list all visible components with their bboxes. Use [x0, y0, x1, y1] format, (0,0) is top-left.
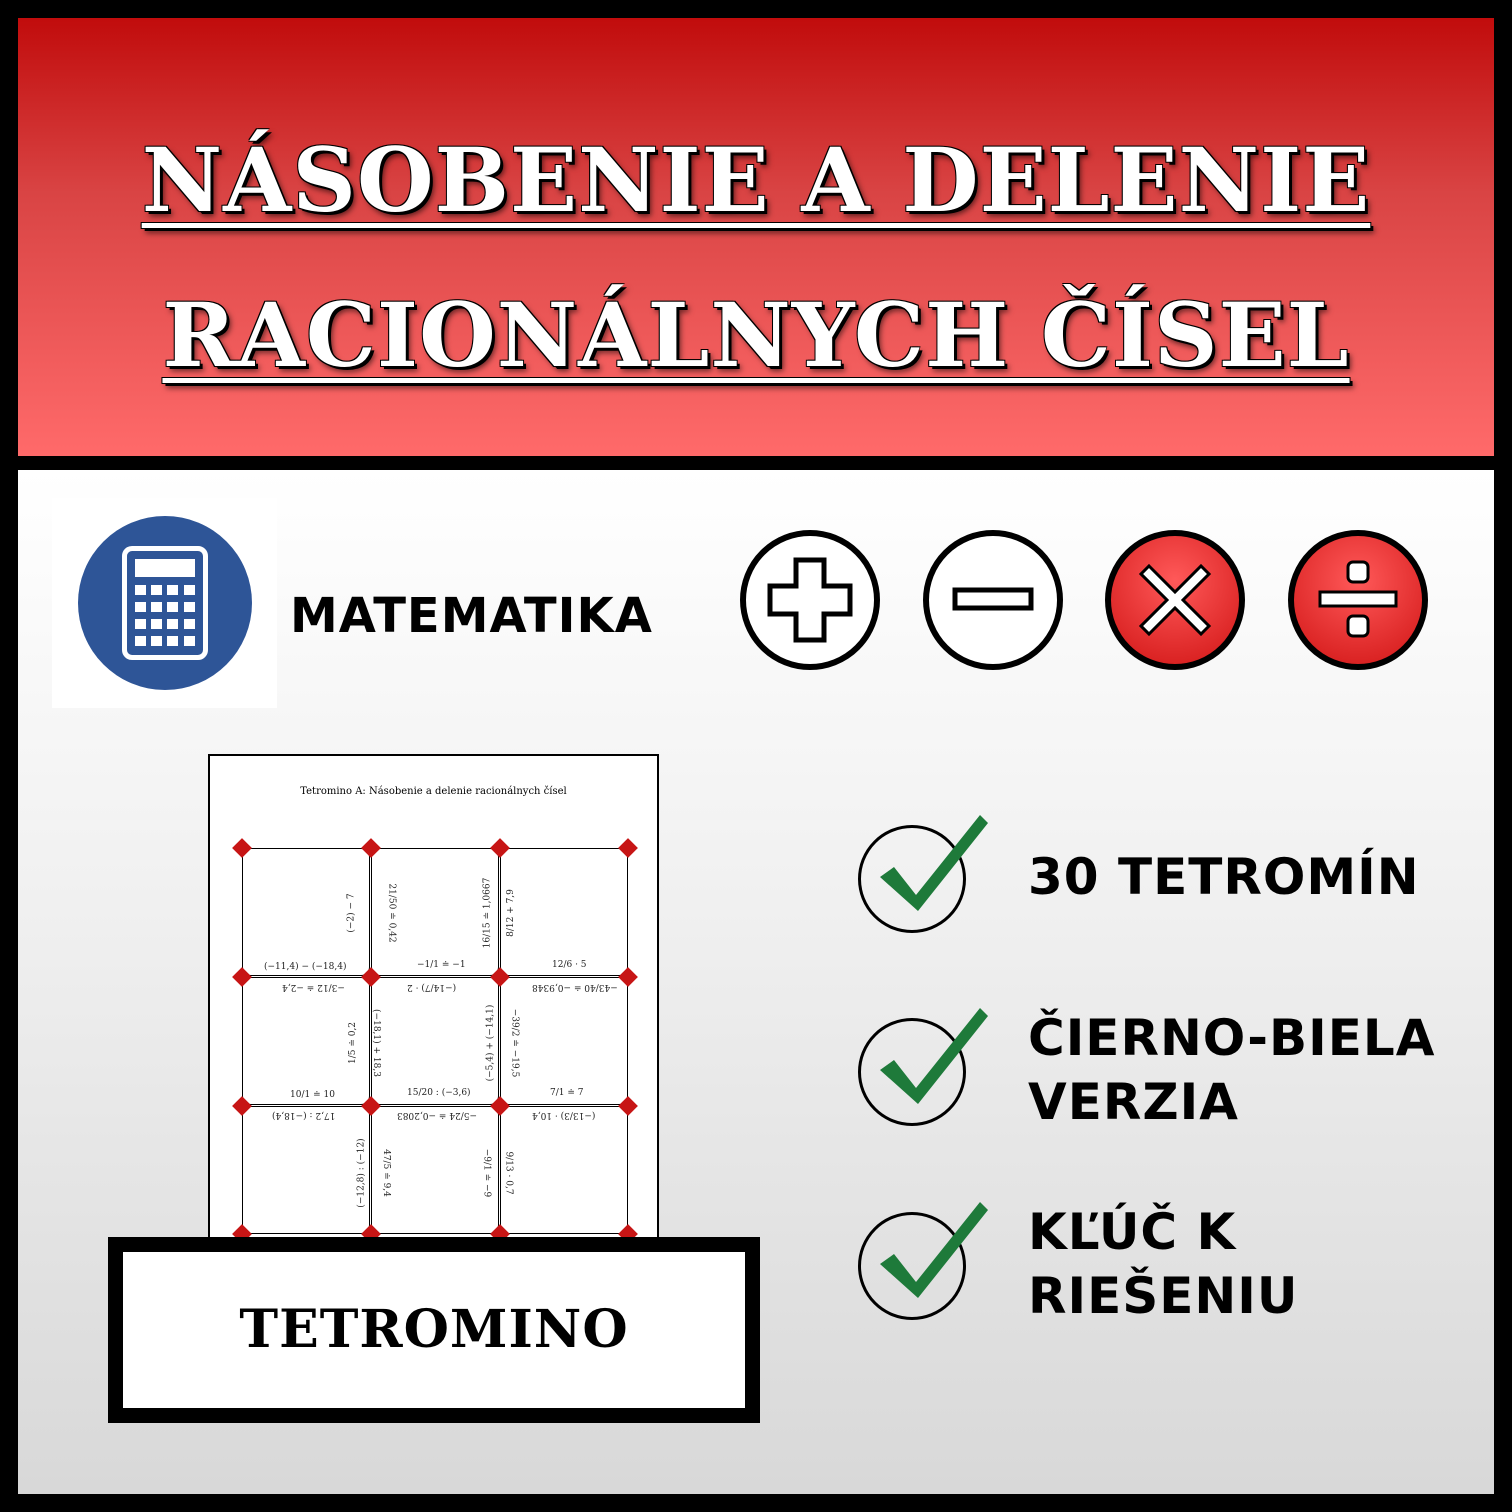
header-banner — [18, 18, 1494, 456]
tile-expression: −1/1 ≐ −1 — [417, 960, 466, 970]
tile-expression: (−13/3) · 10,4 — [532, 1110, 596, 1120]
tile-expression: −39/2 ≐ −19,5 — [509, 1008, 520, 1078]
tile — [242, 1106, 370, 1234]
tile-expression: 9/13 · 0,7 — [503, 1151, 514, 1195]
tile-expression: (−5,4) + (−14,1) — [485, 1004, 496, 1082]
tetromino-button-label: TETROMINO — [239, 1299, 629, 1360]
tile-expression: 17,2 : (−18,4) — [272, 1110, 336, 1120]
tile-expression: 12/6 · 5 — [552, 960, 587, 970]
tile-expression: −9/1 ≐ −9 — [481, 1148, 492, 1198]
tile-expression: 10/1 ≐ 10 — [290, 1090, 335, 1100]
tetromino-button[interactable] — [108, 1237, 760, 1423]
tile-expression: 47/5 ≐ 9,4 — [380, 1149, 391, 1197]
feature-label: ČIERNO-BIELA — [1028, 1009, 1436, 1067]
divide-icon — [1288, 530, 1428, 670]
content-area — [18, 470, 1494, 1494]
title-line-2 — [18, 283, 1494, 387]
tile — [500, 1106, 628, 1234]
tile-expression: (−14/7) · 2 — [407, 982, 457, 992]
tile-expression: −43/40 ≐ −0,9348 — [532, 982, 618, 992]
tile — [500, 848, 628, 976]
title-text-2: RACIONÁLNYCH ČÍSEL — [162, 283, 1350, 387]
check-icon — [872, 1000, 992, 1110]
minus-icon — [923, 530, 1063, 670]
tile-expression: 15/20 : (−3,6) — [407, 1088, 471, 1098]
tile-expression: (−12,8) : (−12) — [356, 1138, 367, 1208]
subject-label: MATEMATIKA — [290, 588, 653, 644]
title-text-1: NÁSOBENIE A DELENIE — [141, 128, 1371, 232]
tile-expression: 16/15 ≐ 1,0667 — [482, 877, 493, 949]
tile-expression: 8/12 + 7,9 — [505, 889, 516, 937]
feature-item-key — [858, 1203, 1458, 1352]
feature-item-bw — [858, 1009, 1458, 1158]
tile-expression: −5/24 ≐ −0,2083 — [397, 1110, 478, 1120]
tile-expression: −3/12 ≐ −2,4 — [282, 982, 345, 992]
tile-expression: 1/5 ≐ 0,2 — [348, 1021, 359, 1065]
tile-expression: (−2) − 7 — [346, 893, 357, 933]
tile-expression: (−18,1) + 18,3 — [370, 1009, 381, 1077]
worksheet-preview — [208, 754, 659, 1254]
feature-label: 30 TETROMÍN — [1028, 848, 1420, 906]
tile-expression: 21/50 ≐ 0,42 — [386, 883, 397, 943]
tetromino-button-inner[interactable] — [123, 1252, 745, 1408]
check-icon — [872, 1194, 992, 1304]
feature-label: KĽÚČ K — [1028, 1203, 1237, 1261]
tile — [371, 977, 499, 1105]
calculator-icon — [78, 516, 252, 690]
plus-icon — [740, 530, 880, 670]
title-line-1 — [18, 128, 1494, 232]
times-icon — [1105, 530, 1245, 670]
worksheet-title: Tetromino A: Násobenie a delenie racionálnych čísel — [300, 786, 567, 797]
tetromino-grid — [242, 848, 628, 1234]
feature-item-count — [858, 825, 1458, 945]
feature-label: VERZIA — [1028, 1073, 1239, 1131]
tile-expression: 7/1 ≐ 7 — [550, 1088, 584, 1098]
feature-label: RIEŠENIU — [1028, 1267, 1299, 1325]
calculator-logo — [52, 498, 277, 708]
tile-expression: (−11,4) − (−18,4) — [264, 962, 347, 972]
check-icon — [872, 807, 992, 917]
